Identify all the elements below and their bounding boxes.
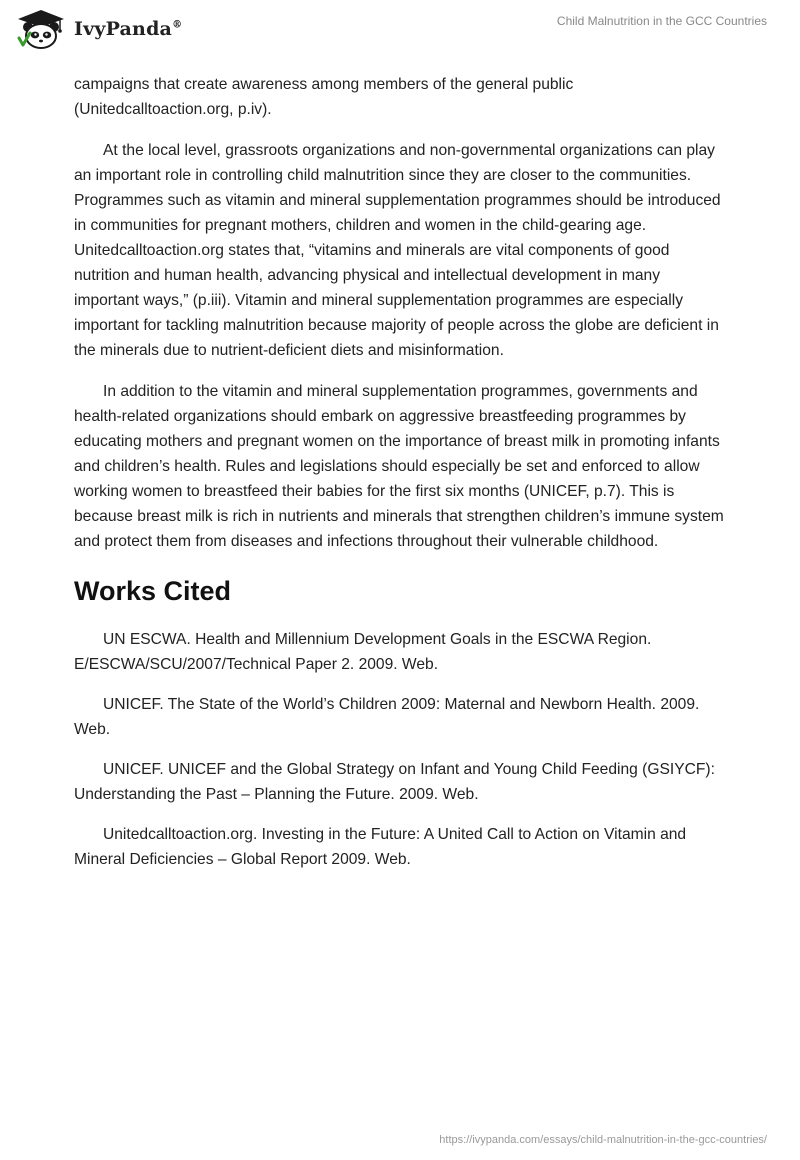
- reference-item: UNICEF. UNICEF and the Global Strategy on Infant and Young Child Feeding (GSIYCF): Understanding the Past – Planning the Future. 2009. Web.: [74, 761, 715, 803]
- ivypanda-logo[interactable]: [16, 8, 182, 50]
- source-url-link[interactable]: https://ivypanda.com/essays/child-malnutrition-in-the-gcc-countries/: [439, 1134, 767, 1146]
- body-paragraph: campaigns that create awareness among members of the general public (Unitedcalltoaction.org, p.iv).: [74, 76, 574, 118]
- essay-content: [74, 72, 726, 887]
- document-title: Child Malnutrition in the GCC Countries: [556, 14, 767, 28]
- works-cited-heading: Works Cited: [74, 576, 232, 606]
- reference-item: Unitedcalltoaction.org. Investing in the Future: A United Call to Action on Vitamin and Mineral Deficiencies – Global Report 2009. Web.: [74, 826, 687, 868]
- body-paragraph: At the local level, grassroots organizations and non-governmental organizations can play an important role in controlling child malnutrition since they are closer to the communities. Programmes such as vitamin and mineral supplementation programmes should be introduced in communities for pregnant mothers, children and women in the child-gearing age. Unitedcalltoaction.org states that, “vitamins and minerals are vital components of good nutrition and human health, advancing physical and intellectual development in many important ways,” (p.iii). Vitamin and mineral supplementation programmes are especially important for tackling malnutrition because majority of people across the globe are deficient in the minerals due to nutrient-deficient diets and misinformation.: [74, 142, 721, 359]
- brand-name: IvyPanda®: [74, 18, 183, 40]
- body-paragraph: In addition to the vitamin and mineral supplementation programmes, governments and health-related organizations should embark on aggressive breastfeeding programmes by educating mothers and pregnant women on the importance of breast milk in promoting infants and children’s health. Rules and legislations should especially be set and enforced to allow working women to breastfeed their babies for the first six months (UNICEF, p.7). This is because breast milk is rich in nutrients and minerals that strengthen children’s immune system and protect them from diseases and infections throughout their vulnerable childhood.: [74, 383, 724, 550]
- reference-item: UN ESCWA. Health and Millennium Development Goals in the ESCWA Region. E/ESCWA/SCU/2007/Technical Paper 2. 2009. Web.: [74, 631, 652, 673]
- reference-item: UNICEF. The State of the World’s Children 2009: Maternal and Newborn Health. 2009. Web.: [74, 696, 700, 738]
- page-header: [0, 0, 800, 62]
- panda-graduate-icon: [16, 8, 66, 50]
